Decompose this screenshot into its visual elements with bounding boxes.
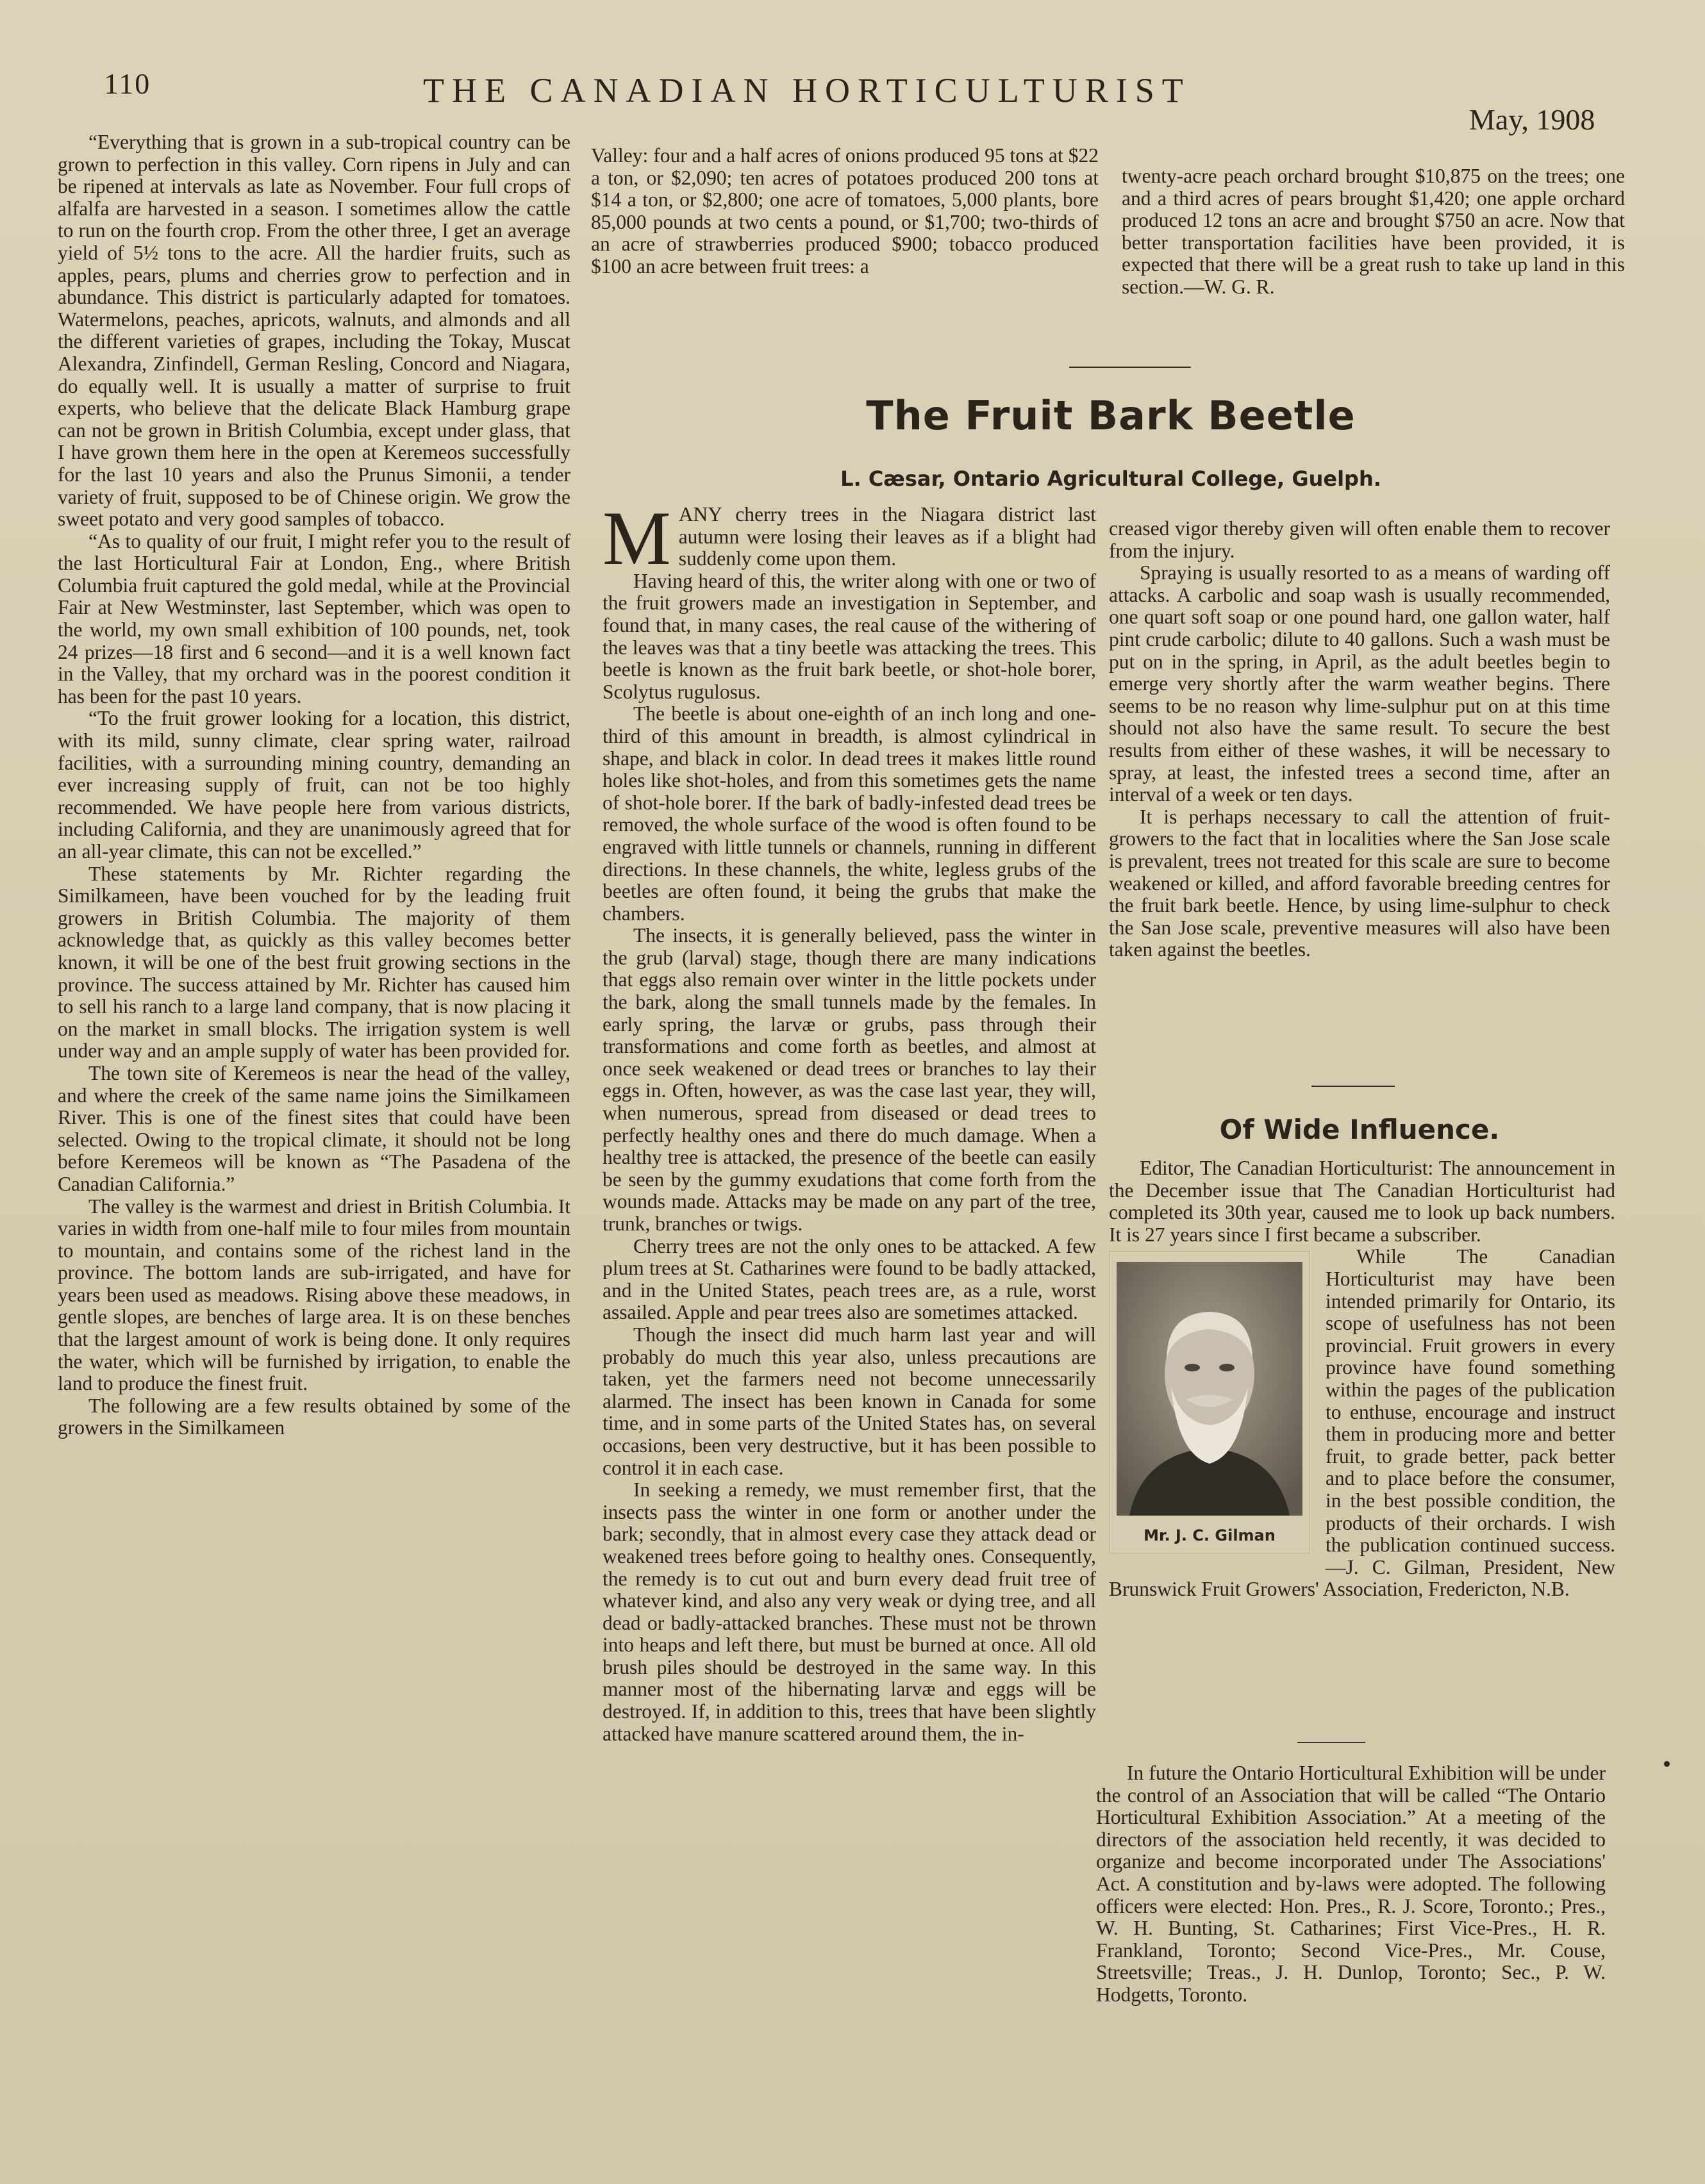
article-column-2	[603, 495, 1096, 1745]
paragraph	[603, 495, 1096, 581]
paragraph: Spraying is usually resorted to as a means of warding off attacks. A carbolic and soap wash is usually recommended, one quart soft soap or one pound hard, one gallon water, half pint crude carbolic; dilute to 40 gallons. Such a wash must be put on in the spring, in April, as the adult beetles begin to emerge very shortly after the warm weather begins. There seems to be no reason why lime-sulphur put on at this time should not also have the same result. To secure the best results from either of these washes, it will be necessary to spray, at least, the infested trees a second time, after an interval of a week or ten days.	[1109, 561, 1610, 806]
column-2-top	[591, 145, 1099, 278]
portrait-photo	[1109, 1251, 1310, 1553]
paragraph: “Everything that is grown in a sub-tropical country can be grown to perfection in this valley. Corn ripens in July and can be ripened at intervals as late as November. Four full crops of alfalfa are harvested in a season. I sometimes allow the cattle to run on the fourth crop. From the other three, I get an average yield of 5½ tons to the acre. All the hardier fruits, such as apples, pears, plums and cherries grow to perfection and in abundance. This district is particularly adapted for tomatoes. Watermelons, peaches, apricots, walnuts, and almonds and all the different varieties of grapes, including the Tokay, Muscat Alexandra, Zinfindell, German Resling, Concord and Niagara, do equally well. It is usually a matter of surprise to fruit experts, who believe that the delicate Black Hamburg grape can not be grown in British Columbia, except under glass, that I have grown them here in the open at Keremeos successfully for the last 10 years and also the Prunus Simonii, a tender variety of fruit, supposed to be of Chinese origin. We grow the sweet potato and very good samples of tobacco.	[58, 131, 570, 531]
paragraph: The town site of Keremeos is near the head of the valley, and where the creek of the same name joins the Similkameen River. This is one of the finest sites that could have been selected. Owing to the tropical climate, it should not be long before Keremeos will be known as “The Pasadena of the Canadian California.”	[58, 1061, 570, 1195]
paragraph: The insects, it is generally believed, pass the winter in the grub (larval) stage, though there are many indications that eggs also remain over winter in the little pockets under the bark, along the small tunnels made by the females. In early spring, the larvæ or grubs, pass through their transformations and come forth as beetles, and almost at once seek weakened or dead trees or branches to lay their eggs in. Often, however, as was the case last year, they will, when numerous, spread from diseased or dead trees to perfectly healthy ones and there do much damage. When a healthy tree is attacked, the presence of the beetle can easily be seen by the gummy exudations that come forth from the wounds made. Attacks may be made on any part of the tree, trunk, branches or twigs.	[603, 924, 1096, 1235]
section-divider	[1311, 1086, 1395, 1087]
column-3-top	[1122, 165, 1625, 299]
masthead-title: THE CANADIAN HORTICULTURIST	[423, 71, 1191, 110]
paragraph: Cherry trees are not the only ones to be attacked. A few plum trees at St. Catharines were found to be badly attacked, and in the United States, peach trees are, as a rule, worst assailed. Apple and pear trees also are sometimes attacked.	[603, 1234, 1096, 1324]
paragraph: Though the insect did much harm last year and will probably do much this year also, unless precautions are taken, yet the farmers need not become unnecessarily alarmed. The insect has been known in Canada for some time, and in some parts of the United States has, on several occasions, been very destructive, but it has been possible to control it in each case.	[603, 1323, 1096, 1479]
section-divider	[1069, 367, 1191, 368]
section-divider	[1297, 1742, 1365, 1743]
drop-cap: M	[603, 495, 671, 581]
margin-mark	[1664, 1761, 1670, 1767]
paragraph: Editor, The Canadian Horticulturist: The announcement in the December issue that The Canadian Horticulturist had completed its 30th year, caused me to look up back numbers. It is 27 years since I first became a subscriber.	[1109, 1157, 1615, 1246]
letter-title: Of Wide Influence.	[1219, 1114, 1500, 1145]
paragraph: Having heard of this, the writer along with one or two of the fruit growers made an investigation in September, and found that, in many cases, the real cause of the withering of the leaves was that a tiny beetle was attacking the trees. This beetle is known as the fruit bark beetle, or shot-hole borer, Scolytus rugulosus.	[603, 569, 1096, 703]
association-notice	[1096, 1762, 1606, 2006]
paragraph: twenty-acre peach orchard brought $10,875 on the trees; one and a third acres of pears brought $1,420; one apple orchard produced 12 tons an acre and brought $750 an acre. Now that better transportation facilities have been provided, it is expected that there will be a great rush to take up land in this section.—W. G. R.	[1122, 165, 1625, 298]
portrait-image	[1117, 1262, 1302, 1516]
paragraph: In seeking a remedy, we must remember first, that the insects pass the winter in one form or another under the bark; secondly, that in almost every case they attack dead or weakened trees before going to healthy ones. Consequently, the remedy is to cut out and burn every dead fruit tree of whatever kind, and also any very weak or dying tree, and all dead or badly-attacked branches. These must not be thrown into heaps and left there, but must be burned at once. All old brush piles should be destroyed in the same way. In this manner most of the hibernating larvæ and eggs will be destroyed. If, in addition to this, trees that have been slightly attacked have manure scattered around them, the in-	[603, 1478, 1096, 1745]
paragraph: The beetle is about one-eighth of an inch long and one-third of this amount in breadth, is almost cylindrical in shape, and black in color. In dead trees it makes little round holes like shot-holes, and from this sometimes gets the name of shot-hole borer. If the bark of badly-infested dead trees be removed, the whole surface of the wood is often found to be engraved with little tunnels or channels, running in different directions. In these channels, the white, legless grubs of the beetles are often found, it being the grubs that make the chambers.	[603, 702, 1096, 925]
paragraph-text: ANY cherry trees in the Niagara district last autumn were losing their leaves as if a blight had suddenly come upon them.	[678, 503, 1096, 570]
paragraph: “To the fruit grower looking for a location, this district, with its mild, sunny climate, clear spring water, railroad facilities, with a surrounding mining country, demanding an ever increasing supply of fruit, can not be too highly recommended. We have people here from various districts, including California, and they are unanimously agreed that for an all-year climate, this can not be excelled.”	[58, 707, 570, 863]
letter-body	[1109, 1157, 1615, 1601]
article-byline: L. Cæsar, Ontario Agricultural College, Guelph.	[840, 467, 1381, 491]
issue-date: May, 1908	[1469, 103, 1595, 136]
paragraph: It is perhaps necessary to call the attention of fruit-growers to the fact that in localities where the San Jose scale is prevalent, trees not treated for this scale are sure to become weakened or killed, and afford favorable breeding centres for the fruit bark beetle. Hence, by using lime-sulphur to check the San Jose scale, preventive measures will also have been taken against the beetles.	[1109, 805, 1610, 961]
paragraph: These statements by Mr. Richter regarding the Similkameen, have been vouched for by the leading fruit growers in British Columbia. The majority of them acknowledge that, as quickly as this valley becomes better known, it will be one of the best fruit growing sections in the province. The success attained by Mr. Richter has caused him to sell his ranch to a large land company, that is now placing it on the market in small blocks. The irrigation system is well under way and an ample supply of water has been provided for.	[58, 862, 570, 1063]
page-number: 110	[104, 67, 151, 100]
paragraph: The valley is the warmest and driest in British Columbia. It varies in width from one-half mile to four miles from mountain to mountain, and contains some of the richest land in the province. The bottom lands are sub-irrigated, and have for years been used as meadows. Rising above these meadows, in gentle slopes, are benches of large area. It is on these benches that the largest amount of work is being done. It only requires the water, which will be furnished by irrigation, to enable the land to produce the finest fruit.	[58, 1195, 570, 1395]
article-title: The Fruit Bark Beetle	[866, 392, 1356, 439]
paragraph: Valley: four and a half acres of onions produced 95 tons at $22 a ton, or $2,090; ten acres of potatoes produced 200 tons at $14 a ton, or $2,800; one acre of tomatoes, 5,000 plants, bore 85,000 pounds at two cents a pound, or $1,700; two-thirds of an acre of strawberries produced $900; tobacco produced $100 an acre between fruit trees: a	[591, 144, 1099, 277]
article-column-3	[1109, 518, 1610, 961]
column-1	[58, 131, 570, 1439]
paragraph: “As to quality of our fruit, I might refer you to the result of the last Horticultural Fair at London, Eng., where British Columbia fruit captured the gold medal, while at the Provincial Fair at New Westminster, last September, which was open to the world, my own small exhibition of 100 pounds, net, took 24 prizes—18 first and 6 second—and it is a well known fact in the Valley, that my orchard was in the poorest condition it has been for the past 10 years.	[58, 529, 570, 707]
photo-caption: Mr. J. C. Gilman	[1144, 1526, 1276, 1545]
paragraph: creased vigor thereby given will often enable them to recover from the injury.	[1109, 517, 1610, 562]
paragraph: The following are a few results obtained by some of the growers in the Similkameen	[58, 1394, 570, 1439]
paragraph: While The Canadian Horticulturist may have been intended primarily for Ontario, its scope of usefulness has not been provincial. Fruit growers in every province have found something within the pages of the publication to enthuse, encourage and instruct them in producing more and better fruit, to grade better, pack better and to place before the consumer, in the best possible condition, the products of their orchards. I wish the publication continued success.—J. C. Gilman, President, New Brunswick Fruit Growers' Association, Fredericton, N.B.	[1109, 1245, 1615, 1601]
paragraph: In future the Ontario Horticultural Exhibition will be under the control of an Association that will be called “The Ontario Horticultural Exhibition Association.” At a meeting of the directors of the association held recently, it was decided to organize and become incorporated under The Associations' Act. A constitution and by-laws were adopted. The following officers were elected: Hon. Pres., R. J. Score, Toronto.; Pres., W. H. Bunting, St. Catharines; First Vice-Pres., H. R. Frankland, Toronto; Second Vice-Pres., Mr. Couse, Streetsville; Treas., J. H. Dunlop, Toronto; Sec., P. W. Hodgetts, Toronto.	[1096, 1762, 1606, 2006]
